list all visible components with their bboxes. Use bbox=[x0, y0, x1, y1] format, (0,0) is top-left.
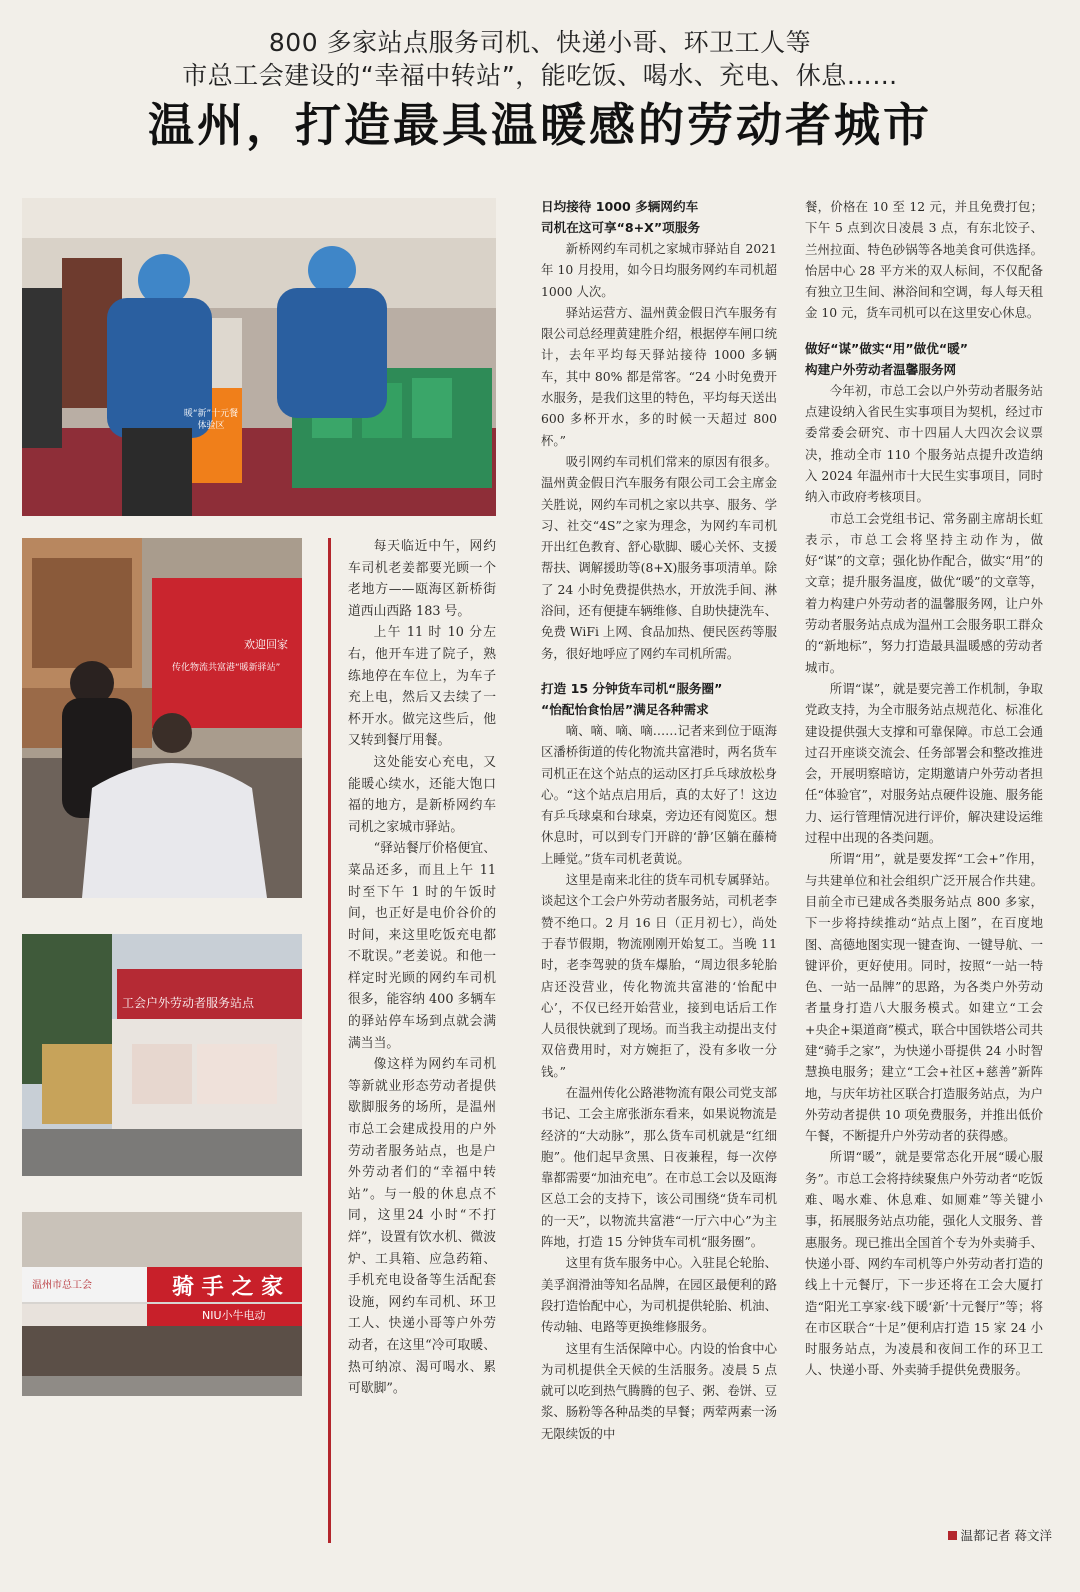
photo-rider-home bbox=[22, 1212, 302, 1396]
headline: 温州，打造最具温暖感的劳动者城市 bbox=[148, 98, 932, 152]
paragraph: 所谓“谋”，就是要完善工作机制，争取党政支持，为全市服务站点规范化、标准化建设提供强大支撑和可靠保障。市总工会通过召开座谈交流会、任务部署会和整改推进会，开展明察暗访，定期邀请户外劳动者担任“体验官”，对服务站点硬件设施、服务能力、运行管理情况进行评价，解决建设运维过程中出现的各类问题。 bbox=[805, 680, 1043, 846]
photo-haircut bbox=[22, 538, 302, 898]
photo-haircut-image bbox=[22, 538, 302, 898]
article-header bbox=[0, 26, 1080, 154]
photo3-sign: 工会户外劳动者服务站点 bbox=[122, 996, 255, 1010]
paragraph: 餐，价格在 10 至 12 元，并且免费打包；下午 5 点到次日凌晨 3 点，有东北饺子、兰州拉面、特色砂锅等各地美食可供选择。怡居中心 28 平方米的双人标间，不仅配备有独立卫生间、淋浴间和空调，每人每天租金 10 元，货车司机可以在这里安心休息。 bbox=[805, 199, 1043, 321]
paragraph: 这里是南来北往的货车司机专属驿站。谈起这个工会户外劳动者服务站，司机老李赞不绝口。2 月 16 日（正月初七），尚处于春节假期，物流刚刚开始复工。当晚 11 时，老李驾驶的货车爆胎，“周边很多轮胎店还没营业，传化物流共富港的‘怡配中心’，不仅已经开始营业，接到电话后工作人员很快就到了现场。而当我主动提出支付双倍费用时，对方婉拒了，没有多收一分钱。” bbox=[541, 872, 777, 1079]
narrow-column bbox=[348, 536, 496, 1546]
paragraph: 驿站运营方、温州黄金假日汽车服务有限公司总经理黄建胜介绍，根据停车闸口统计，去年平均每天驿站接待 1000 多辆车，其中 80% 都是常客。“24 小时免费开水服务，是我们这里的特色，平均每天送出 600 多杯开水，多的时候一天超过 800 杯。” bbox=[541, 304, 777, 448]
paragraph: 所谓“用”，就是要发挥“工会+”作用，与共建单位和社会组织广泛开展合作共建。目前全市已建成各类服务站点 800 多家，下一步将持续推动“站点上图”，在百度地图、高德地图实现一键查询、一键导航、一键评价，更好使用。同时，按照“一站一特色、一站一品牌”的思路，为各类户外劳动者量身打造八大服务模式。如建立“工会+央企+渠道商”模式，联合中国铁塔公司共建“骑手之家”，为快递小哥提供 24 小时智慧换电服务；建立“工会+社区+慈善”新阵地，与庆年坊社区联合打造服务站点，为户外劳动者提供 10 项免费服务，并推出低价午餐，不断提升户外劳动者的获得感。 bbox=[805, 851, 1043, 1144]
paragraph: 今年初，市总工会以户外劳动者服务站点建设纳入省民生实事项目为契机，经过市委常委会研究、市十四届人大四次会议票决，推动全市 110 个服务站点提升改造纳入 2024 年温州市十大民生实事项目，同时纳入市政府考核项目。 bbox=[805, 382, 1043, 505]
subheading-3-line-2: 构建户外劳动者温馨服务网 bbox=[805, 361, 957, 377]
subheading-3-line-1: 做好“谋”做实“用”做优“暖” bbox=[805, 340, 969, 356]
paragraph: 每天临近中午，网约车司机老姜都要光顾一个老地方——瓯海区新桥街道西山西路 183 号。 bbox=[348, 539, 496, 619]
paragraph: 在温州传化公路港物流有限公司党支部书记、工会主席张浙东看来，如果说物流是经济的“大动脉”，那么货车司机就是“红细胞”。他们起早贪黑、日夜兼程，每一次停靠都需要“加油充电”。在市总工会以及瓯海区总工会的支持下，该公司围绕“货车司机的一天”，以物流共富港“一厅六中心”为主阵地，打造 15 分钟货车司机“服务圈”。 bbox=[541, 1084, 777, 1250]
paragraph: 这里有货车服务中心。入驻昆仑轮胎、美孚润滑油等知名品牌，在园区最便利的路段打造怡配中心，为司机提供轮胎、机油、传动轴、电路等更换维修服务。 bbox=[541, 1255, 777, 1335]
kicker-line-2: 市总工会建设的“幸福中转站”，能吃饭、喝水、充电、休息…… bbox=[182, 61, 898, 90]
photo-couriers-meal-image bbox=[22, 198, 496, 516]
paragraph: 吸引网约车司机们常来的原因有很多。温州黄金假日汽车服务有限公司工会主席金关胜说，网约车司机之家以共享、服务、学习、社交“4S”之家为理念，为网约车司机开出红色教育、舒心歇脚、暖心关怀、支援帮扶、调解援助等(8+X)服务事项清单。除了 24 小时免费提供热水，开放洗手间、淋浴间，还有便捷车辆维修、自助快捷洗车、免费 WiFi 上网、食品加热、便民医药等服务，很好地呼应了网约车司机所需。 bbox=[541, 453, 777, 661]
paragraph: 这里有生活保障中心。内设的怡食中心为司机提供全天候的生活服务。凌晨 5 点就可以吃到热气腾腾的包子、粥、卷饼、豆浆、肠粉等各种品类的早餐；两荤两素一汤无限续饭的中 bbox=[541, 1340, 777, 1441]
column-3 bbox=[541, 196, 777, 1568]
byline-marker bbox=[948, 1531, 957, 1540]
byline-text: 温都记者 蒋文洋 bbox=[960, 1528, 1052, 1543]
column-4 bbox=[805, 196, 1043, 1522]
photo-rider-home-image bbox=[22, 1212, 302, 1396]
photo-service-station-image bbox=[22, 934, 302, 1176]
photo4-sign-a: 骑 手 之 家 bbox=[172, 1275, 283, 1300]
photo2-sign-b: 传化物流共富港“暖新驿站” bbox=[172, 663, 281, 673]
subheading-1-line-2: 司机在这可享“8+X”项服务 bbox=[541, 220, 700, 235]
paragraph: “驿站餐厅价格便宜、菜品还多，而且上午 11时至下午 1 时的午饭时间，也正好是电价谷价的时间，来这里吃饭充电都不耽误。”老姜说。和他一样定时光顾的网约车司机很多，能容纳 400 多辆车的驿站停车场到点就会满满当当。 bbox=[348, 841, 496, 1051]
subheading-2-line-1: 打造 15 分钟货车司机“服务圈” bbox=[541, 680, 723, 696]
photo-couriers-meal bbox=[22, 198, 496, 516]
subheading-1-line-1: 日均接待 1000 多辆网约车 bbox=[541, 199, 699, 214]
paragraph: 嘀、嘀、嘀、嘀……记者来到位于瓯海区潘桥街道的传化物流共富港时，两名货车司机正在这个站点的运动区打乒乓球放松身心。“这个站点启用后，真的太好了！这边有乒乓球桌和台球桌，旁边还有阅览区。想休息时，可以到专门开辟的‘静’区躺在藤椅上睡觉。”货车司机老黄说。 bbox=[541, 722, 777, 866]
byline bbox=[948, 1526, 1052, 1544]
photo-service-station bbox=[22, 934, 302, 1176]
photo1-sign: 暖“新”十元餐 体验区 bbox=[183, 409, 239, 431]
paragraph: 市总工会党组书记、常务副主席胡长虹表示，市总工会将坚持主动作为，做好“谋”的文章；强化协作配合，做实“用”的文章；提升服务温度，做优“暖”的文章等，着力构建户外劳动者的温馨服务网，让户外劳动者服务站点成为温州工会服务职工群众的“新地标”，努力打造最具温暖感的劳动者城市。 bbox=[805, 510, 1043, 675]
photo4-sign-b: 温州市总工会 bbox=[32, 1280, 92, 1291]
photo2-sign-a: 欢迎回家 bbox=[244, 638, 288, 651]
subheading-2-line-2: “怡配怡食怡居”满足各种需求 bbox=[541, 701, 709, 717]
paragraph: 像这样为网约车司机等新就业形态劳动者提供歇脚服务的场所，是温州市总工会建成投用的户外劳动者服务站点，也是户外劳动者们的“幸福中转站”。与一般的休息点不同，这里24 小时“不打烊”，设置有饮水机、微波炉、工具箱、应急药箱、手机充电设备等生活配套设施，网约车司机、环卫工人、快递小哥等户外劳动者，在这里“冷可取暖、热可纳凉、渴可喝水、累可歇脚”。 bbox=[348, 1057, 496, 1397]
paragraph: 所谓“暖”，就是要常态化开展“暖心服务”。市总工会将持续聚焦户外劳动者“吃饭难、喝水难、休息难、如厕难”等关键小事，拓展服务站点功能，强化人文服务、普惠服务。现已推出全国首个专为外卖骑手、快递小哥、网约车司机等户外劳动者打造的线上十元餐厅，下一步还将在工会大厦打造“阳光工享家·线下暖‘新’十元餐厅”等；将在市区联合“十足”便利店打造 15 家 24 小时服务站点，为凌晨和夜间工作的环卫工人、快递小哥、外卖骑手提供免费服务。 bbox=[805, 1149, 1043, 1378]
paragraph: 上午 11 时 10 分左右，他开车进了院子，熟练地停在车位上，为车子充上电，然后又去续了一杯开水。做完这些后，他又转到餐厅用餐。 bbox=[348, 625, 496, 749]
kicker-line-1: 800 多家站点服务司机、快递小哥、环卫工人等 bbox=[268, 28, 812, 57]
photo4-sign-c: NIU小牛电动 bbox=[202, 1309, 266, 1322]
column-divider bbox=[328, 538, 331, 1543]
paragraph: 新桥网约车司机之家城市驿站自 2021 年 10 月投用，如今日均服务网约车司机超 1000 人次。 bbox=[541, 241, 777, 299]
paragraph: 这处能安心充电，又能暖心续水，还能大饱口福的地方，是新桥网约车司机之家城市驿站。 bbox=[348, 754, 496, 835]
